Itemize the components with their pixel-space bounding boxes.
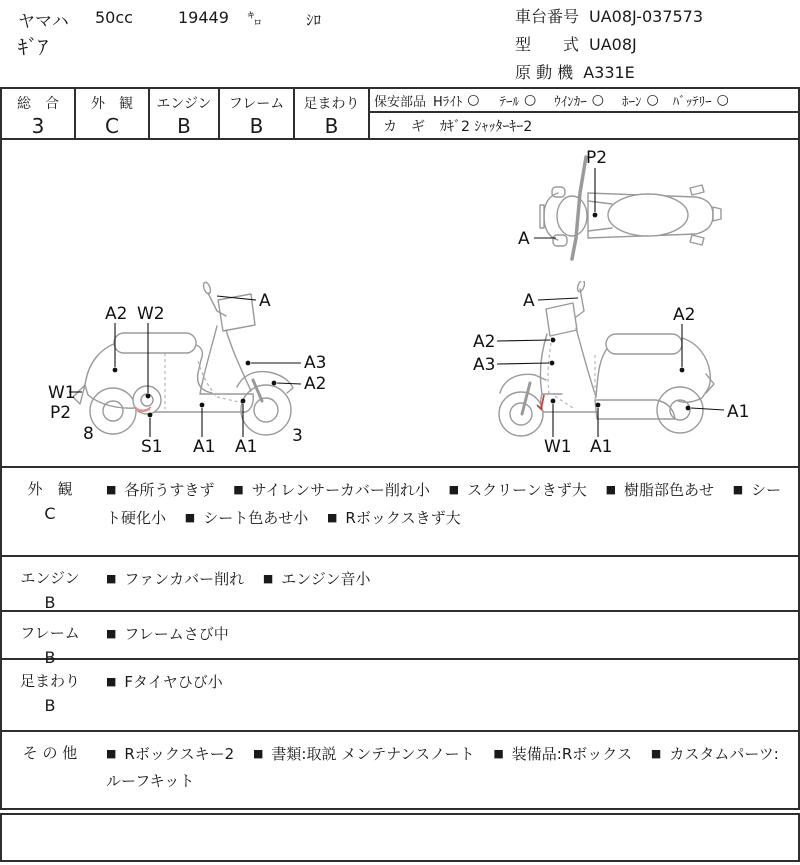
- safety-parts-row: [370, 89, 798, 113]
- diagram-label-p2: P2: [586, 148, 608, 168]
- condition-item-text: 装備品:Rボックス: [511, 745, 633, 763]
- section-grade: B: [44, 696, 56, 715]
- condition-item-text: 各所うすきず: [124, 481, 215, 499]
- rating-grade: C: [105, 114, 119, 138]
- marker-dot: [113, 368, 118, 373]
- engine-code-row: [515, 59, 703, 87]
- condition-item: [106, 625, 229, 643]
- diagram-label-s1: S1: [141, 437, 163, 457]
- scooter-top-view-diagram: [500, 143, 745, 261]
- section-items: [98, 660, 798, 730]
- rating-cell-overall: [2, 89, 76, 138]
- top-view-annotations: [518, 148, 607, 249]
- rating-cell-frame: [220, 89, 295, 138]
- safety-item-label: ｳｲﾝｶｰ: [554, 94, 587, 110]
- bullet-icon: ■: [732, 483, 744, 496]
- diagram-label-a2-fender: A2: [304, 374, 327, 394]
- diagram-label-a: A: [518, 229, 530, 249]
- section-frame: [0, 610, 800, 667]
- bullet-icon: ■: [106, 675, 117, 688]
- section-items: [98, 732, 798, 808]
- engine-code-value: A331E: [583, 63, 635, 82]
- status-circle: ○: [467, 92, 480, 108]
- condition-item: [106, 673, 223, 691]
- section-header: [2, 660, 98, 730]
- section-label: フレーム: [20, 624, 80, 642]
- model-name: ｷﾞｱ: [18, 35, 48, 59]
- rating-cell-engine: [150, 89, 220, 138]
- damage-diagram-box: [0, 138, 800, 468]
- bullet-icon: ■: [253, 747, 264, 760]
- engine-code-label: 原 動 機: [515, 63, 574, 82]
- diagram-label-a2-rear: A2: [673, 305, 696, 325]
- section-items: [98, 468, 798, 555]
- diagram-label-w2: W2: [137, 304, 165, 324]
- section-label: 外 観: [27, 480, 73, 498]
- section-exterior: [0, 466, 800, 557]
- rating-grade: B: [324, 114, 339, 138]
- scooter-right-side-diagram: [440, 281, 760, 459]
- marker-dot: [148, 413, 153, 418]
- rating-grade: 3: [31, 114, 45, 138]
- key-value: ｶｷﾞ2 ｼｬｯﾀｰｷｰ2: [440, 118, 533, 135]
- section-grade: C: [44, 504, 56, 523]
- condition-item: [493, 745, 632, 763]
- model-code-label: 型 式: [515, 35, 580, 54]
- condition-item: [106, 570, 244, 588]
- status-circle: ○: [524, 92, 537, 108]
- bullet-icon: ■: [184, 511, 196, 524]
- color-code: ｼﾛ: [306, 11, 322, 29]
- marker-dot: [272, 381, 277, 386]
- section-header: [2, 612, 98, 667]
- section-label: そ の 他: [22, 744, 78, 762]
- safety-parts-panel: [370, 89, 798, 138]
- rating-label: 足まわり: [303, 96, 360, 112]
- section-grade: B: [44, 593, 56, 612]
- safety-item-headlight: [433, 91, 480, 110]
- condition-item: [253, 745, 475, 763]
- bullet-icon: ■: [233, 483, 244, 496]
- left-view-annotations: [48, 291, 326, 457]
- bullet-icon: ■: [650, 747, 662, 760]
- condition-item-text: フレームさび中: [124, 625, 229, 643]
- condition-item: [327, 509, 461, 527]
- status-circle: ○: [591, 92, 604, 108]
- marker-dot: [550, 361, 555, 366]
- condition-item: [185, 509, 308, 527]
- status-circle: ○: [646, 92, 659, 108]
- condition-item-text: エンジン音小: [281, 570, 371, 588]
- bullet-icon: ■: [106, 483, 117, 496]
- marker-dot: [593, 213, 598, 218]
- section-items: [98, 612, 798, 658]
- chassis-number-value: UA08J-037573: [589, 7, 704, 26]
- leader-line: [538, 298, 578, 300]
- rating-grade: B: [249, 114, 264, 138]
- condition-item-text: Rボックスキー2: [124, 745, 235, 763]
- scooter-top-outline: [540, 157, 721, 259]
- rating-label: 外 観: [91, 96, 133, 112]
- diagram-label-a: A: [523, 291, 535, 311]
- key-label: カ ギ: [383, 118, 425, 135]
- bullet-icon: ■: [262, 572, 274, 585]
- leader-line: [691, 408, 724, 410]
- diagram-label-a2: A2: [105, 304, 128, 324]
- bullet-icon: ■: [106, 747, 117, 760]
- safety-item-label: ﾃｰﾙ: [499, 94, 520, 110]
- rating-label: エンジン: [156, 96, 212, 112]
- condition-item-text: Fタイヤひび小: [124, 673, 223, 691]
- condition-item: [449, 481, 587, 499]
- bullet-icon: ■: [493, 747, 504, 760]
- condition-item-text: シート色あせ小: [203, 509, 309, 527]
- rating-cell-exterior: [76, 89, 150, 138]
- section-undercarriage: [0, 658, 800, 732]
- diagram-label-a3: A3: [473, 355, 496, 375]
- marker-dot: [551, 338, 556, 343]
- bullet-icon: ■: [106, 627, 117, 640]
- chassis-number-label: 車台番号: [515, 7, 580, 26]
- section-other: [0, 730, 800, 810]
- safety-item-battery: [673, 91, 729, 110]
- diagram-label-a3: A3: [304, 353, 327, 373]
- condition-item: [263, 570, 371, 588]
- diagram-label-a1: A1: [727, 402, 750, 422]
- diagram-label-p2: P2: [50, 403, 72, 423]
- leader-line: [497, 340, 550, 341]
- diagram-label-a: A: [259, 291, 271, 311]
- scooter-left-side-diagram: [40, 281, 345, 459]
- diagram-label-a1: A1: [193, 437, 216, 457]
- marker-dot: [680, 368, 685, 373]
- marker-dot: [241, 399, 246, 404]
- marker-dot: [200, 403, 205, 408]
- bullet-icon: ■: [327, 511, 338, 524]
- diagram-label-a2: A2: [473, 332, 496, 352]
- condition-item: [106, 745, 234, 763]
- empty-footer-box: [0, 813, 800, 862]
- status-circle: ○: [716, 92, 729, 108]
- right-view-annotations: [473, 291, 749, 457]
- condition-item: [106, 481, 214, 499]
- safety-item-label: ﾎｰﾝ: [621, 94, 642, 110]
- section-grade: B: [44, 648, 56, 667]
- bullet-icon: ■: [448, 483, 460, 496]
- section-engine: [0, 555, 800, 612]
- section-header: [2, 732, 98, 808]
- rating-cell-undercarriage: [295, 89, 370, 138]
- marker-dot: [146, 394, 151, 399]
- condition-item-text: シート硬化小: [106, 481, 782, 527]
- condition-item-text: ファンカバー削れ: [124, 570, 245, 588]
- section-label: 足まわり: [19, 672, 80, 690]
- diagram-label-w1: W1: [48, 383, 76, 403]
- safety-item-horn: [622, 91, 659, 110]
- bullet-icon: ■: [106, 572, 117, 585]
- condition-item-text: 樹脂部色あせ: [623, 481, 714, 499]
- section-items: [98, 557, 798, 610]
- diagram-label-8: 8: [83, 424, 94, 444]
- rating-grade: B: [177, 114, 191, 138]
- condition-item-text: スクリーンきず大: [467, 481, 587, 499]
- safety-item-winker: [554, 91, 604, 110]
- condition-item-text: サイレンサーカバー削れ小: [251, 481, 430, 499]
- condition-item-text: Rボックスきず大: [345, 509, 461, 527]
- safety-item-label: ﾊﾞｯﾃﾘｰ: [672, 94, 712, 110]
- maker-name: ヤマハ: [18, 12, 69, 32]
- diagram-label-w1: W1: [544, 437, 572, 457]
- safety-parts-title: 保安部品: [374, 94, 427, 110]
- diagram-label-a1: A1: [235, 437, 258, 457]
- rating-label: フレーム: [228, 96, 285, 112]
- section-header: [2, 557, 98, 610]
- safety-item-tail: [500, 91, 537, 110]
- rating-label: 総 合: [17, 96, 59, 112]
- model-code-row: [515, 31, 703, 59]
- section-label: エンジン: [20, 569, 80, 587]
- model-code-value: UA08J: [589, 35, 637, 54]
- leader-line: [277, 383, 301, 384]
- header: [0, 0, 800, 87]
- chassis-number-row: [515, 3, 703, 31]
- ratings-row: [0, 87, 800, 140]
- marker-dot: [686, 406, 691, 411]
- condition-item: [233, 481, 430, 499]
- key-row: [370, 113, 798, 138]
- mileage-unit: ㌔: [247, 10, 263, 28]
- safety-item-label: Hﾗｲﾄ: [433, 94, 463, 110]
- condition-item: [606, 481, 714, 499]
- condition-item-text: カスタムパーツ:ルーフキット: [106, 745, 779, 790]
- condition-item-text: 書類:取説 メンテナンスノート: [271, 745, 475, 763]
- vehicle-codes: [515, 3, 703, 87]
- displacement: 50cc: [95, 8, 133, 27]
- bullet-icon: ■: [605, 483, 616, 496]
- section-header: [2, 468, 98, 555]
- mileage-value: 19449: [178, 8, 229, 27]
- diagram-label-3: 3: [292, 426, 303, 446]
- marker-dot: [596, 403, 601, 408]
- marker-dot: [246, 361, 251, 366]
- diagram-label-a1: A1: [590, 437, 613, 457]
- marker-dot: [551, 399, 556, 404]
